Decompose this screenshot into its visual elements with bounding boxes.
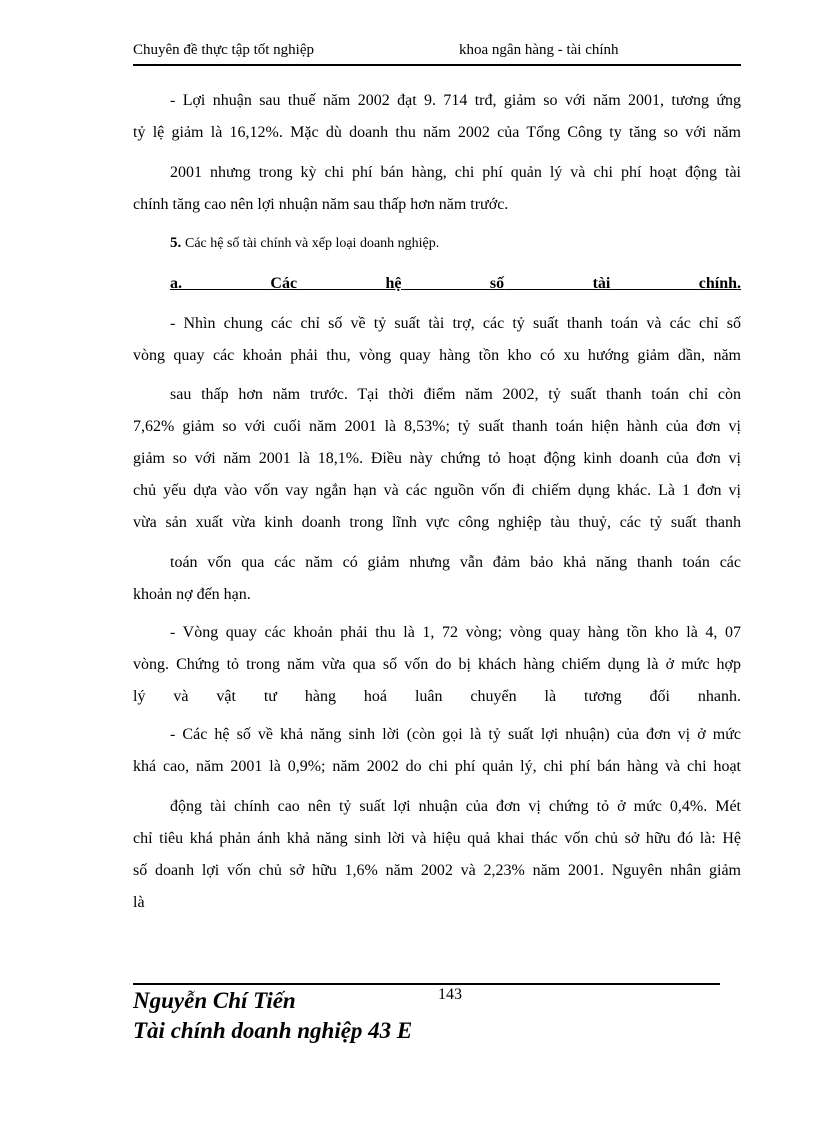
para2-line-2: vòng quay các khoản phải thu, vòng quay hàng tồn kho có xu hướng giảm dần, năm <box>133 347 741 364</box>
para3-line-3: lý và vật tư hàng hoá luân chuyển là tương đối nhanh. <box>133 688 741 705</box>
subsection-heading <box>170 275 741 293</box>
para2-line-6: chủ yếu dựa vào vốn vay ngắn hạn và các nguồn vốn đi chiếm dụng khác. Là 1 đơn vị <box>133 482 741 499</box>
para1-line-3: 2001 nhưng trong kỳ chi phí bán hàng, chi phí quản lý và chi phí hoạt động tài <box>170 164 741 181</box>
para3-line-2: vòng. Chứng tỏ trong năm vừa qua số vốn do bị khách hàng chiếm dụng là ở mức hợp <box>133 656 741 673</box>
para4-line-6: là <box>133 894 145 911</box>
page-header <box>133 40 741 66</box>
header-title-left: Chuyên đề thực tập tốt nghiệp <box>133 42 315 58</box>
para4-line-2: khá cao, năm 2001 là 0,9%; năm 2002 do chi phí quản lý, chi phí bán hàng và chi hoạt <box>133 758 741 775</box>
para1-line-4: chính tăng cao nên lợi nhuận năm sau thấp hơn năm trước. <box>133 196 509 213</box>
section-number: 5. <box>170 235 182 251</box>
para2-line-3: sau thấp hơn năm trước. Tại thời điểm năm 2002, tỷ suất thanh toán chỉ còn <box>170 386 741 403</box>
subsection-word: a. <box>170 275 182 292</box>
footer-divider <box>133 983 720 985</box>
subsection-word: chính. <box>698 275 742 292</box>
para2-line-1: - Nhìn chung các chỉ số về tỷ suất tài trợ, các tỷ suất thanh toán và các chỉ số <box>170 315 741 332</box>
section-heading <box>170 235 439 252</box>
para4-line-5: số doanh lợi vốn chủ sở hữu 1,6% năm 2002 và 2,23% năm 2001. Nguyên nhân giảm <box>133 862 741 879</box>
subsection-word: hệ <box>385 275 402 292</box>
subsection-word: số <box>489 275 505 292</box>
section-title: Các hệ số tài chính và xếp loại doanh nghiệp. <box>185 236 440 251</box>
subsection-word: Các <box>270 275 298 292</box>
para2-line-5: giảm so với năm 2001 là 18,1%. Điều này chứng tỏ hoạt động kinh doanh của đơn vị <box>133 450 741 467</box>
para3-line-1: - Vòng quay các khoản phải thu là 1, 72 vòng; vòng quay hàng tồn kho là 4, 07 <box>170 624 741 641</box>
department: Tài chính doanh nghiệp 43 E <box>133 1018 413 1043</box>
header-title-right: khoa ngân hàng - tài chính <box>459 42 619 58</box>
para2-line-9: khoản nợ đến hạn. <box>133 586 251 603</box>
para2-line-8: toán vốn qua các năm có giảm nhưng vẫn đảm bảo khả năng thanh toán các <box>170 554 741 571</box>
para1-line-2: tỷ lệ giảm là 16,12%. Mặc dù doanh thu năm 2002 của Tổng Công ty tăng so với năm <box>133 124 741 141</box>
para4-line-1: - Các hệ số về khả năng sinh lời (còn gọi là tỷ suất lợi nhuận) của đơn vị ở mức <box>170 726 741 743</box>
para1-line-1: - Lợi nhuận sau thuế năm 2002 đạt 9. 714 trđ, giảm so với năm 2001, tương ứng <box>170 92 741 109</box>
page-number: 143 <box>438 986 462 1003</box>
para4-line-4: chỉ tiêu khá phản ánh khả năng sinh lời và hiệu quả khai thác vốn chủ sở hữu đó là: Hệ <box>133 830 741 847</box>
para2-line-4: 7,62% giảm so với cuối năm 2001 là 8,53%; tỷ suất thanh toán hiện hành của đơn vị <box>133 418 741 435</box>
subsection-word: tài <box>592 275 611 292</box>
author-name: Nguyễn Chí Tiến <box>133 988 296 1013</box>
para2-line-7: vừa sản xuất vừa kinh doanh trong lĩnh vực công nghiệp tàu thuỷ, các tỷ suất thanh <box>133 514 741 531</box>
para4-line-3: động tài chính cao nên tỷ suất lợi nhuận của đơn vị chứng tỏ ở mức 0,4%. Mét <box>170 798 741 815</box>
